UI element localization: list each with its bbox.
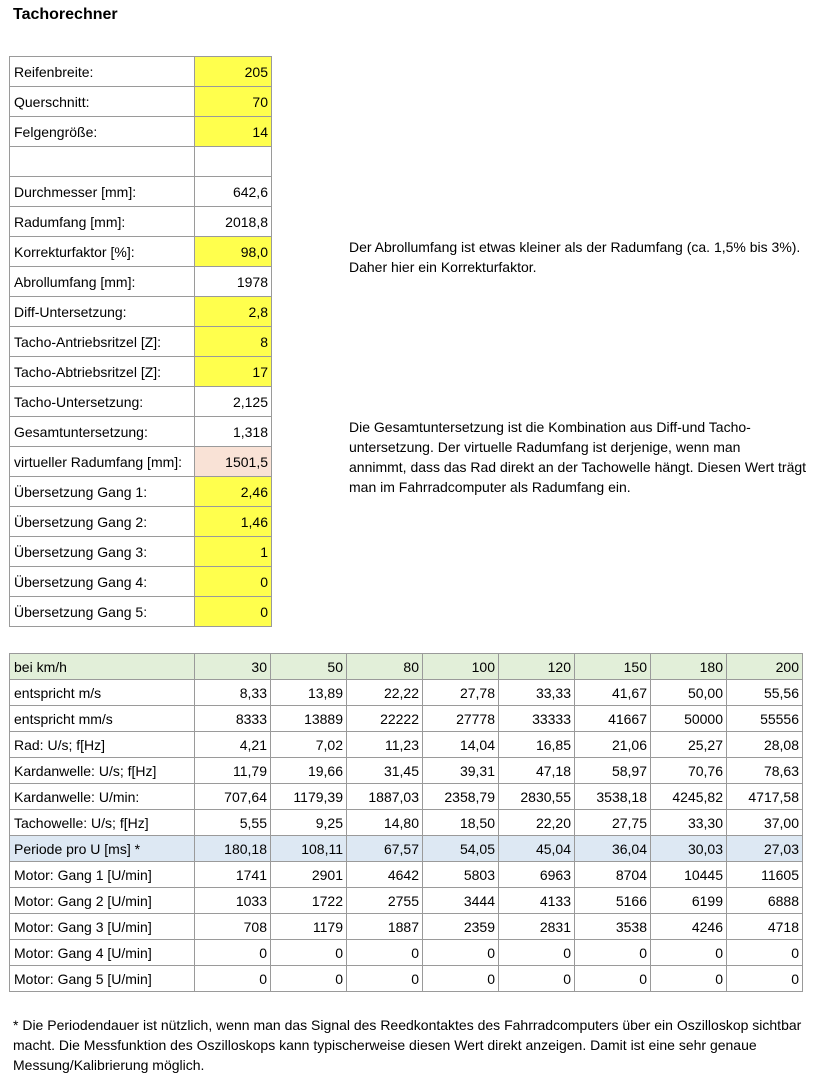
value-cell: 6199 [651,888,727,914]
value-cell: 120 [499,654,575,680]
value-cell: 54,05 [423,836,499,862]
value-cell: 27,03 [727,836,803,862]
value-cell: 14,04 [423,732,499,758]
note-line: annimmt, dass das Rad direkt an der Tachowelle hängt. Diesen Wert trägt [349,459,807,475]
value-cell: 4717,58 [727,784,803,810]
param-input-cell[interactable]: 70 [195,87,272,117]
param-label: Felgengröße: [10,117,195,147]
row-label: Motor: Gang 4 [U/min] [10,940,195,966]
value-cell: 70,76 [651,758,727,784]
page-title: Tachorechner [13,6,118,23]
value-cell: 0 [347,966,423,992]
value-cell: 5166 [575,888,651,914]
value-cell: 55,56 [727,680,803,706]
param-row [10,357,272,387]
speed-row [10,862,803,888]
param-row [10,327,272,357]
footnote-line: macht. Die Messfunktion des Oszilloskops kann typischerweise diesen Wert direkt anzeigen. Damit ist eine sehr genaue [13,1037,757,1053]
value-cell: 11605 [727,862,803,888]
value-cell: 50000 [651,706,727,732]
value-cell: 10445 [651,862,727,888]
parameter-table [9,56,272,627]
value-cell: 41667 [575,706,651,732]
value-cell: 100 [423,654,499,680]
param-label: virtueller Radumfang [mm]: [10,447,195,477]
param-input-cell[interactable]: 2,8 [195,297,272,327]
param-row [10,387,272,417]
value-cell: 58,97 [575,758,651,784]
param-value: 1501,5 [195,447,272,477]
value-cell: 0 [575,966,651,992]
footnote-line: * Die Periodendauer ist nützlich, wenn man das Signal des Reedkontaktes des Fahrradcomputers über ein Oszilloskop sichtbar [13,1017,802,1033]
value-cell: 22,22 [347,680,423,706]
param-value: 1,318 [195,417,272,447]
value-cell: 1179,39 [271,784,347,810]
param-input-cell[interactable]: 0 [195,597,272,627]
value-cell: 6888 [727,888,803,914]
value-cell: 0 [271,966,347,992]
row-label: Tachowelle: U/s; f[Hz] [10,810,195,836]
value-cell: 0 [195,940,271,966]
value-cell: 37,00 [727,810,803,836]
value-cell: 14,80 [347,810,423,836]
note-line: Der Abrollumfang ist etwas kleiner als der Radumfang (ca. 1,5% bis 3%). [349,239,801,255]
value-cell: 25,27 [651,732,727,758]
value-cell: 180,18 [195,836,271,862]
value-cell: 1722 [271,888,347,914]
param-row [10,597,272,627]
speed-row [10,966,803,992]
param-value: 642,6 [195,177,272,207]
footnote [13,1015,813,1075]
value-cell: 11,23 [347,732,423,758]
value-cell: 0 [195,966,271,992]
value-cell: 4718 [727,914,803,940]
value-cell: 7,02 [271,732,347,758]
value-cell: 39,31 [423,758,499,784]
param-value: 2018,8 [195,207,272,237]
value-cell: 28,08 [727,732,803,758]
value-cell: 4246 [651,914,727,940]
note-korrekturfaktor [349,237,809,277]
param-row [10,297,272,327]
note-line: untersetzung. Der virtuelle Radumfang ist derjenige, wenn man [349,439,741,455]
param-input-cell[interactable]: 1 [195,537,272,567]
value-cell: 5803 [423,862,499,888]
speed-row [10,784,803,810]
param-label: Gesamtuntersetzung: [10,417,195,447]
speed-row [10,680,803,706]
value-cell: 0 [423,940,499,966]
value-cell: 5,55 [195,810,271,836]
value-cell: 0 [575,940,651,966]
value-cell: 0 [499,940,575,966]
value-cell: 1741 [195,862,271,888]
param-row [10,237,272,267]
value-cell: 200 [727,654,803,680]
value-cell: 2901 [271,862,347,888]
value-cell: 50 [271,654,347,680]
note-line: Die Gesamtuntersetzung ist die Kombination aus Diff-und Tacho- [349,419,751,435]
value-cell: 31,45 [347,758,423,784]
value-cell: 16,85 [499,732,575,758]
param-label: Tacho-Abtriebsritzel [Z]: [10,357,195,387]
value-cell: 1887 [347,914,423,940]
param-input-cell[interactable]: 1,46 [195,507,272,537]
value-cell: 41,67 [575,680,651,706]
param-label: Übersetzung Gang 2: [10,507,195,537]
param-label: Durchmesser [mm]: [10,177,195,207]
value-cell: 2755 [347,888,423,914]
speed-row [10,914,803,940]
speed-row [10,888,803,914]
param-label: Tacho-Antriebsritzel [Z]: [10,327,195,357]
speed-table [9,653,803,992]
speed-row [10,940,803,966]
row-label: Motor: Gang 2 [U/min] [10,888,195,914]
row-label: Motor: Gang 1 [U/min] [10,862,195,888]
param-label: Radumfang [mm]: [10,207,195,237]
param-row [10,447,272,477]
row-label: Kardanwelle: U/s; f[Hz] [10,758,195,784]
param-row [10,147,272,177]
value-cell: 67,57 [347,836,423,862]
value-cell: 2358,79 [423,784,499,810]
value-cell: 22,20 [499,810,575,836]
value-cell: 1033 [195,888,271,914]
value-cell: 30,03 [651,836,727,862]
value-cell: 0 [727,966,803,992]
note-gesamtuntersetzung [349,417,813,497]
param-input-cell[interactable]: 2,46 [195,477,272,507]
param-row [10,537,272,567]
value-cell: 18,50 [423,810,499,836]
value-cell: 108,11 [271,836,347,862]
param-label: Korrekturfaktor [%]: [10,237,195,267]
param-label: Übersetzung Gang 5: [10,597,195,627]
value-cell: 30 [195,654,271,680]
value-cell: 13889 [271,706,347,732]
value-cell: 45,04 [499,836,575,862]
row-label: Rad: U/s; f[Hz] [10,732,195,758]
value-cell: 3538,18 [575,784,651,810]
value-cell: 22222 [347,706,423,732]
row-label: Motor: Gang 3 [U/min] [10,914,195,940]
value-cell: 150 [575,654,651,680]
value-cell: 55556 [727,706,803,732]
value-cell: 180 [651,654,727,680]
footnote-line: Messung/Kalibrierung möglich. [13,1057,205,1073]
value-cell: 0 [651,940,727,966]
value-cell: 13,89 [271,680,347,706]
param-value [195,147,272,177]
param-label: Reifenbreite: [10,57,195,87]
value-cell: 708 [195,914,271,940]
value-cell: 4,21 [195,732,271,758]
param-row [10,117,272,147]
value-cell: 8704 [575,862,651,888]
value-cell: 21,06 [575,732,651,758]
param-value: 1978 [195,267,272,297]
row-label: Motor: Gang 5 [U/min] [10,966,195,992]
value-cell: 47,18 [499,758,575,784]
value-cell: 1179 [271,914,347,940]
note-line: Daher hier ein Korrekturfaktor. [349,259,537,275]
row-label: entspricht mm/s [10,706,195,732]
speed-row [10,732,803,758]
param-row [10,267,272,297]
param-label: Übersetzung Gang 3: [10,537,195,567]
value-cell: 0 [423,966,499,992]
value-cell: 1887,03 [347,784,423,810]
param-row [10,567,272,597]
param-input-cell[interactable]: 0 [195,567,272,597]
value-cell: 4245,82 [651,784,727,810]
value-cell: 8333 [195,706,271,732]
speed-row [10,836,803,862]
row-label: Kardanwelle: U/min: [10,784,195,810]
value-cell: 50,00 [651,680,727,706]
speed-row [10,810,803,836]
value-cell: 33,33 [499,680,575,706]
value-cell: 0 [651,966,727,992]
param-input-cell[interactable]: 17 [195,357,272,387]
speed-header-row [10,654,803,680]
param-input-cell[interactable]: 14 [195,117,272,147]
row-label: bei km/h [10,654,195,680]
param-label: Übersetzung Gang 1: [10,477,195,507]
value-cell: 8,33 [195,680,271,706]
value-cell: 0 [271,940,347,966]
param-row [10,507,272,537]
param-row [10,417,272,447]
value-cell: 707,64 [195,784,271,810]
param-row [10,177,272,207]
param-row [10,87,272,117]
param-input-cell[interactable]: 8 [195,327,272,357]
value-cell: 4642 [347,862,423,888]
value-cell: 3444 [423,888,499,914]
param-label: Übersetzung Gang 4: [10,567,195,597]
value-cell: 0 [727,940,803,966]
value-cell: 2359 [423,914,499,940]
param-row [10,57,272,87]
value-cell: 19,66 [271,758,347,784]
value-cell: 3538 [575,914,651,940]
value-cell: 0 [499,966,575,992]
note-line: man im Fahrradcomputer als Radumfang ein. [349,479,631,495]
row-label: Periode pro U [ms] * [10,836,195,862]
value-cell: 78,63 [727,758,803,784]
param-label: Querschnitt: [10,87,195,117]
value-cell: 2830,55 [499,784,575,810]
param-row [10,207,272,237]
value-cell: 80 [347,654,423,680]
value-cell: 33333 [499,706,575,732]
value-cell: 9,25 [271,810,347,836]
param-row [10,477,272,507]
value-cell: 0 [347,940,423,966]
param-input-cell[interactable]: 205 [195,57,272,87]
row-label: entspricht m/s [10,680,195,706]
value-cell: 4133 [499,888,575,914]
param-label: Abrollumfang [mm]: [10,267,195,297]
value-cell: 27,78 [423,680,499,706]
value-cell: 2831 [499,914,575,940]
param-label: Tacho-Untersetzung: [10,387,195,417]
value-cell: 36,04 [575,836,651,862]
speed-row [10,706,803,732]
param-label [10,147,195,177]
param-input-cell[interactable]: 98,0 [195,237,272,267]
value-cell: 33,30 [651,810,727,836]
value-cell: 27,75 [575,810,651,836]
value-cell: 27778 [423,706,499,732]
value-cell: 6963 [499,862,575,888]
value-cell: 11,79 [195,758,271,784]
speed-row [10,758,803,784]
param-label: Diff-Untersetzung: [10,297,195,327]
param-value: 2,125 [195,387,272,417]
